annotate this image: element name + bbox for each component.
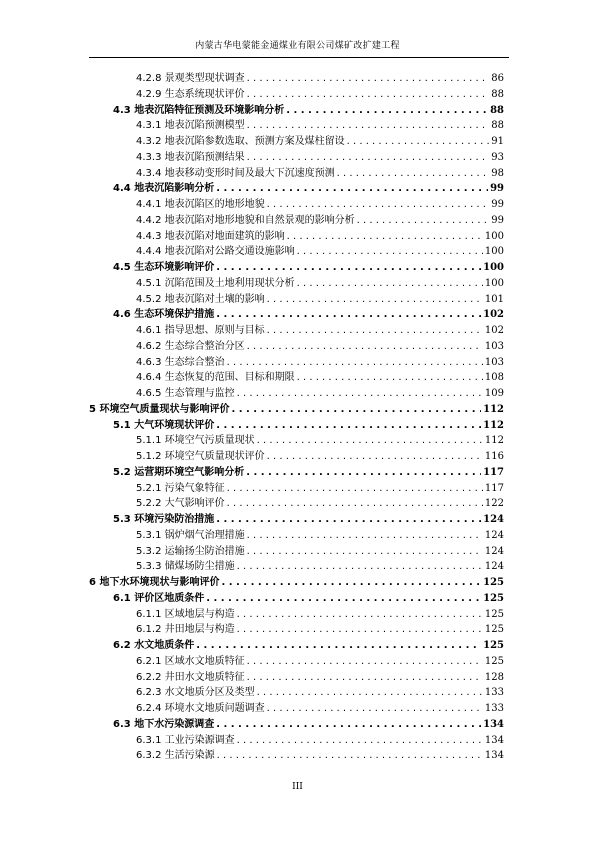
toc-entry-page: 128 — [484, 671, 504, 683]
toc-entry-page: 100 — [484, 277, 504, 289]
dot-leader — [206, 592, 481, 606]
toc-entry-page: 133 — [484, 703, 504, 714]
toc-entry-title: 4.4.2 地表沉陷对地形地貌和自然景观的影响分析 — [136, 214, 355, 226]
toc-entry[interactable] — [136, 245, 504, 259]
toc-entry-title: 6.2.1 区域水文地质特征 — [136, 655, 245, 667]
toc-entry[interactable] — [136, 387, 504, 401]
toc-entry-page: 103 — [484, 340, 504, 352]
toc-entry-title: 6.3 地下水污染源调查 — [113, 718, 215, 730]
toc-entry-title: 6.3.1 工业污染源调查 — [136, 734, 235, 746]
toc-entry-page: 109 — [484, 388, 504, 399]
dot-leader — [267, 324, 483, 338]
toc-entry[interactable] — [136, 277, 504, 291]
toc-entry[interactable] — [136, 293, 504, 307]
toc-entry-title: 6 地下水环境现状与影响评价 — [89, 577, 220, 588]
toc-entry-title: 6.2.4 环境水文地质问题调查 — [136, 703, 265, 714]
dot-leader — [247, 545, 483, 559]
toc-entry[interactable] — [136, 214, 504, 228]
dot-leader — [287, 230, 483, 244]
toc-entry-title: 6.2.2 井田水文地质特征 — [136, 671, 245, 683]
toc-entry-page: 134 — [484, 734, 504, 746]
dot-leader — [247, 119, 490, 133]
toc-entry-page: 117 — [483, 466, 504, 478]
toc-entry[interactable] — [136, 88, 504, 102]
toc-entry-page: 102 — [483, 309, 504, 321]
toc-entry-page: 133 — [484, 687, 504, 699]
toc-entry-page: 124 — [484, 561, 504, 573]
toc-entry-title: 4.2.9 生态系统现状评价 — [136, 88, 245, 100]
dot-leader — [297, 371, 483, 385]
toc-entry-page: 117 — [484, 482, 504, 494]
toc-entry[interactable] — [136, 135, 504, 149]
toc-entry[interactable] — [113, 419, 504, 433]
toc-entry[interactable] — [89, 403, 504, 417]
dot-leader — [247, 529, 483, 543]
toc-entry[interactable] — [113, 513, 504, 527]
toc-entry-title: 4.4.4 地表沉陷对公路交通设施影响 — [136, 246, 295, 258]
toc-entry-title: 4.4.3 地表沉陷对地面建筑的影响 — [136, 230, 285, 242]
toc-entry-title: 4.6.5 生态管理与监控 — [136, 388, 235, 399]
toc-entry-page: 125 — [484, 655, 504, 667]
toc-entry-title: 6.3.2 生活污染源 — [136, 750, 215, 762]
toc-entry-title: 4.5 生态环境影响评价 — [113, 262, 215, 273]
dot-leader — [267, 293, 483, 307]
toc-entry-title: 5.2.2 大气影响评价 — [136, 498, 225, 510]
toc-entry-page: 98 — [491, 167, 504, 179]
dot-leader — [247, 72, 490, 86]
dot-leader — [257, 434, 483, 448]
toc-entry-title: 6.2 水文地质条件 — [113, 640, 195, 651]
toc-entry-title: 4.6.4 生态恢复的范围、目标和期限 — [136, 372, 295, 384]
toc-entry[interactable] — [113, 718, 504, 732]
dot-leader — [231, 403, 481, 417]
toc-entry-page: 101 — [484, 293, 504, 305]
toc-entry-page: 112 — [483, 403, 504, 415]
toc-entry[interactable] — [136, 119, 504, 133]
toc-entry-page: 99 — [490, 183, 504, 195]
toc-entry-title: 4.3 地表沉陷特征预测及环境影响分析 — [113, 104, 285, 116]
toc-entry-title: 4.3.1 地表沉陷预测模型 — [136, 120, 245, 132]
toc-entry-page: 108 — [484, 372, 504, 384]
toc-entry[interactable] — [113, 261, 504, 275]
dot-leader — [347, 135, 490, 149]
dot-leader — [247, 671, 483, 685]
toc-entry[interactable] — [136, 749, 504, 763]
dot-leader — [237, 608, 483, 622]
toc-entry-page: 122 — [484, 498, 504, 510]
dot-leader — [297, 277, 483, 291]
toc-entry[interactable] — [136, 324, 504, 338]
toc-entry-page: 88 — [491, 120, 504, 132]
toc-entry-title: 5 环境空气质量现状与影响评价 — [89, 403, 230, 415]
dot-leader — [216, 308, 481, 322]
toc-entry-page: 86 — [491, 73, 504, 84]
toc-entry[interactable] — [136, 608, 504, 622]
toc-entry-title: 4.6 生态环境保护措施 — [113, 309, 215, 321]
toc-entry-title: 5.3.2 运输扬尘防治措施 — [136, 545, 245, 557]
toc-entry-title: 5.1.2 环境空气质量现状评价 — [136, 451, 265, 462]
dot-leader — [196, 639, 481, 653]
toc-entry-page: 124 — [484, 545, 504, 557]
dot-leader — [227, 482, 483, 496]
dot-leader — [247, 151, 490, 165]
toc-entry[interactable] — [136, 72, 504, 86]
toc-entry-title: 4.6.2 生态综合整治分区 — [136, 340, 245, 352]
toc-entry-page: 116 — [484, 451, 504, 462]
dot-leader — [267, 702, 483, 716]
toc-entry-page: 100 — [484, 246, 504, 258]
toc-entry-title: 4.6.3 生态综合整治 — [136, 356, 225, 368]
dot-leader — [247, 655, 483, 669]
toc-entry-page: 103 — [484, 356, 504, 368]
toc-entry-page: 93 — [491, 151, 504, 163]
toc-entry-page: 125 — [484, 624, 504, 636]
dot-leader — [227, 356, 483, 370]
toc-entry-page: 134 — [483, 718, 504, 730]
toc-entry[interactable] — [136, 623, 504, 637]
dot-leader — [286, 104, 488, 118]
toc-entry-page: 91 — [491, 136, 504, 147]
toc-entry-title: 6.1.2 井田地层与构造 — [136, 624, 235, 636]
toc-entry[interactable] — [136, 482, 504, 496]
dot-leader — [257, 686, 483, 700]
toc-entry-title: 4.5.1 沉陷范围及土地利用现状分析 — [136, 277, 295, 289]
toc-entry-page: 100 — [484, 230, 504, 242]
toc-entry[interactable] — [136, 230, 504, 244]
toc-entry-title: 5.2 运营期环境空气影响分析 — [113, 466, 245, 478]
toc-entry-page: 88 — [490, 104, 504, 116]
toc-entry-page: 124 — [483, 514, 504, 525]
toc-entry-page: 88 — [491, 88, 504, 100]
toc-entry[interactable] — [113, 592, 504, 606]
toc-entry-page: 99 — [491, 199, 504, 210]
toc-entry-title: 4.3.2 地表沉陷参数选取、预测方案及煤柱留设 — [136, 136, 345, 147]
toc-entry[interactable] — [136, 151, 504, 165]
toc-entry-page: 102 — [484, 325, 504, 336]
toc-entry-page: 134 — [484, 750, 504, 762]
toc-entry[interactable] — [136, 702, 504, 716]
dot-leader — [357, 214, 490, 228]
dot-leader — [216, 419, 481, 433]
toc-entry-title: 4.4 地表沉陷影响分析 — [113, 183, 215, 195]
toc-entry[interactable] — [136, 371, 504, 385]
toc-entry-page: 112 — [483, 419, 504, 431]
toc-entry[interactable] — [136, 434, 504, 448]
dot-leader — [246, 466, 481, 480]
toc-entry-page: 99 — [491, 214, 504, 226]
toc-entry-title: 4.5.2 地表沉陷对土壤的影响 — [136, 293, 265, 305]
toc-entry[interactable] — [113, 308, 504, 322]
toc-entry-page: 125 — [483, 592, 504, 604]
toc-entry[interactable] — [136, 529, 504, 543]
dot-leader — [247, 340, 483, 354]
dot-leader — [237, 560, 483, 574]
toc-entry-title: 6.1.1 区域地层与构造 — [136, 608, 235, 620]
toc-entry[interactable] — [136, 450, 504, 464]
toc-entry[interactable] — [113, 639, 504, 653]
dot-leader — [216, 182, 488, 196]
dot-leader — [337, 167, 490, 181]
toc-entry-title: 4.3.3 地表沉陷预测结果 — [136, 151, 245, 163]
toc-entry[interactable] — [136, 340, 504, 354]
toc-entry[interactable] — [136, 497, 504, 511]
toc-entry[interactable] — [113, 182, 504, 196]
dot-leader — [297, 245, 483, 259]
toc-entry-title: 5.3.1 锅炉烟气治理措施 — [136, 529, 245, 541]
toc-entry-title: 6.2.3 水文地质分区及类型 — [136, 687, 255, 699]
dot-leader — [216, 261, 481, 275]
toc-entry[interactable] — [136, 198, 504, 212]
dot-leader — [237, 387, 483, 401]
dot-leader — [267, 198, 490, 212]
toc-entry-title: 4.4.1 地表沉陷区的地形地貌 — [136, 199, 265, 210]
toc-entry-title: 4.3.4 地表移动变形时间及最大下沉速度预测 — [136, 167, 335, 179]
toc-entry-title: 4.2.8 景观类型现状调查 — [136, 73, 245, 84]
toc-entry-page: 125 — [483, 640, 504, 651]
dot-leader — [237, 734, 483, 748]
toc-entry[interactable] — [136, 734, 504, 748]
toc-entry-title: 5.2.1 污染气象特征 — [136, 482, 225, 494]
toc-entry-title: 6.1 评价区地质条件 — [113, 592, 205, 604]
toc-entry-page: 125 — [484, 608, 504, 620]
toc-entry[interactable] — [113, 466, 504, 480]
dot-leader — [216, 513, 481, 527]
toc-entry-page: 100 — [483, 262, 504, 273]
dot-leader — [267, 450, 483, 464]
toc-entry-title: 5.1 大气环境现状评价 — [113, 419, 215, 431]
page-number: III — [292, 782, 303, 792]
page-header: 内蒙古华电蒙能金通煤业有限公司煤矿改扩建工程 — [195, 41, 400, 51]
dot-leader — [221, 576, 481, 590]
toc-entry[interactable] — [136, 356, 504, 370]
toc-entry-title: 4.6.1 指导思想、原则与目标 — [136, 325, 265, 336]
toc-entry-page: 112 — [484, 435, 504, 447]
dot-leader — [237, 623, 483, 637]
toc-entry-title: 5.3 环境污染防治措施 — [113, 514, 215, 525]
toc-entry[interactable] — [113, 104, 504, 118]
toc-entry[interactable] — [136, 686, 504, 700]
toc-entry[interactable] — [89, 576, 504, 590]
dot-leader — [217, 749, 483, 763]
toc-entry[interactable] — [136, 167, 504, 181]
toc-entry-page: 124 — [484, 529, 504, 541]
dot-leader — [216, 718, 481, 732]
toc-entry[interactable] — [136, 671, 504, 685]
toc-entry-page: 125 — [483, 577, 504, 588]
toc-entry-title: 5.3.3 储煤场防尘措施 — [136, 561, 235, 573]
toc-entry[interactable] — [136, 560, 504, 574]
dot-leader — [247, 88, 490, 102]
toc-entry-title: 5.1.1 环境空气污质量现状 — [136, 435, 255, 447]
toc-entry[interactable] — [136, 655, 504, 669]
toc-entry[interactable] — [136, 545, 504, 559]
header-divider — [89, 57, 509, 58]
dot-leader — [227, 497, 483, 511]
